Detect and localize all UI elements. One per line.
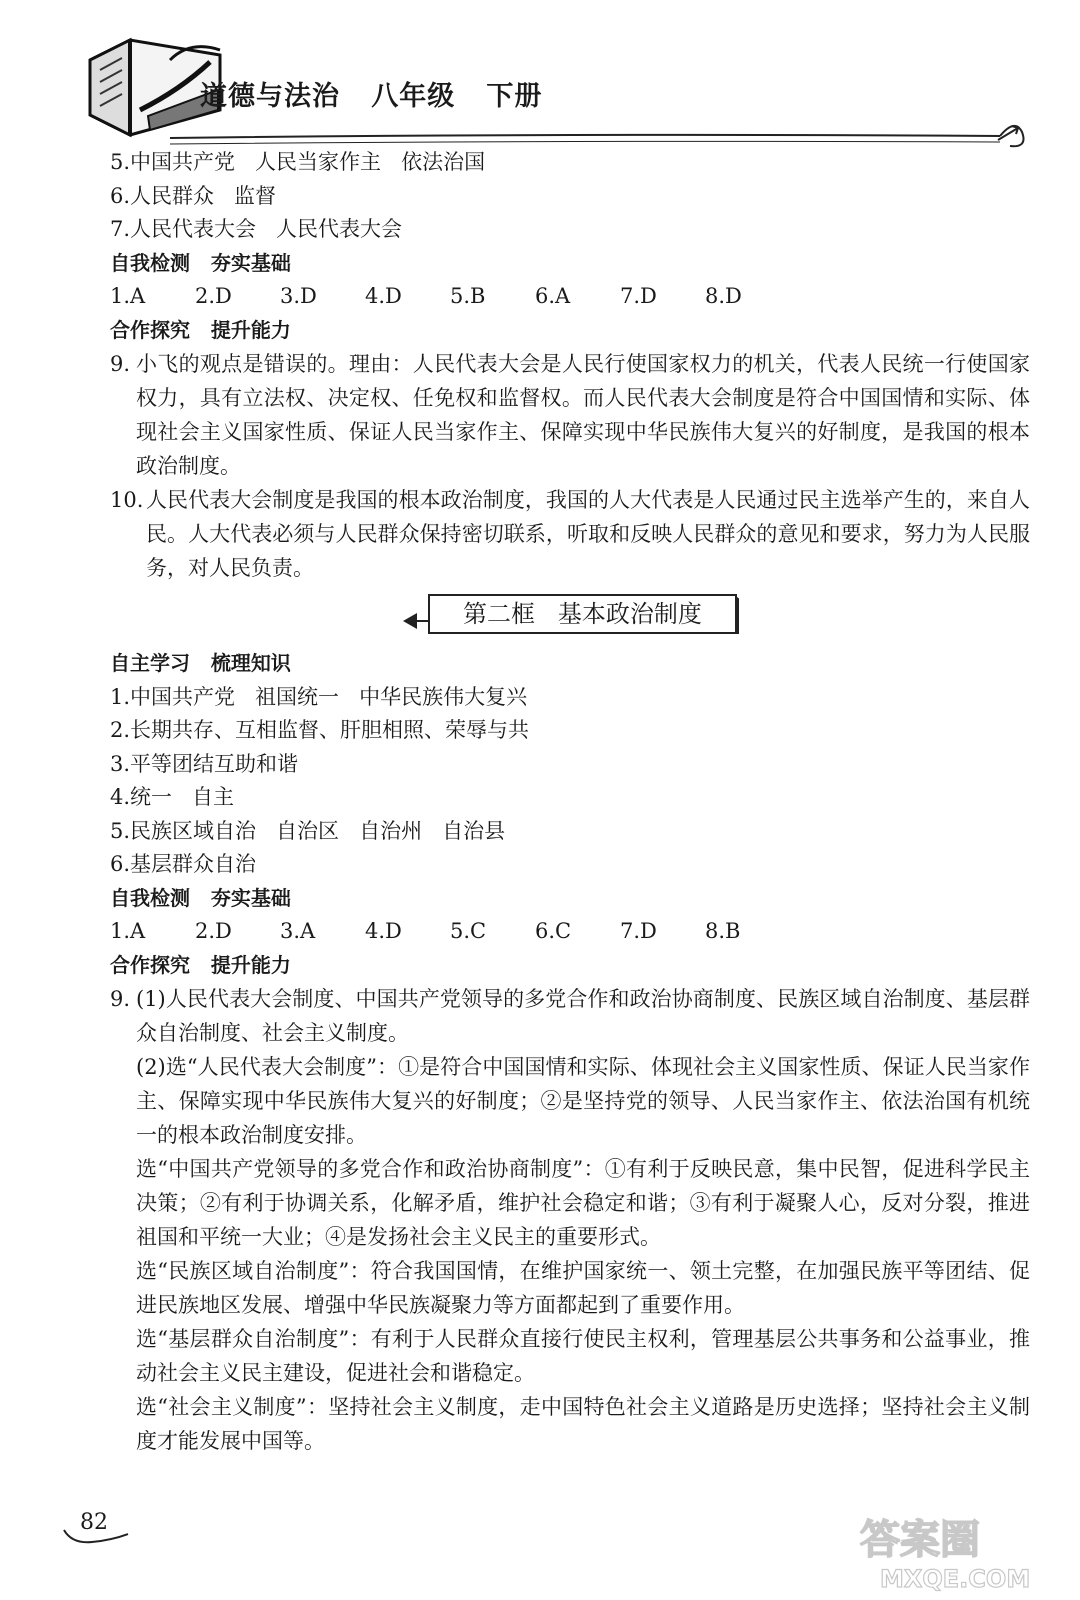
choice-answer: 8.D: [705, 284, 742, 308]
choice-answer: 3.D: [280, 284, 317, 308]
question-answer: [110, 347, 1030, 483]
question-number: 9.: [110, 987, 131, 1011]
choice-answers: [110, 915, 1030, 949]
answer-line: 5.中国共产党 人民当家作主 依法治国: [110, 150, 486, 174]
choice-answer: 5.C: [450, 919, 487, 943]
choice-answer: 6.A: [535, 284, 571, 308]
answer-line: 4.统一 自主: [110, 785, 235, 809]
choice-answer: 1.A: [110, 284, 146, 308]
answer-line: 6.人民群众 监督: [110, 183, 277, 208]
question-text: (1)人民代表大会制度、中国共产党领导的多党合作和政治协商制度、民族区域自治制度、基层群众自治制度、社会主义制度。: [136, 987, 1030, 1045]
section-title-box: [110, 585, 1030, 647]
choice-answer: 5.B: [450, 284, 486, 308]
answer-line: 6.基层群众自治: [110, 852, 257, 876]
choice-answers: [110, 280, 1030, 314]
choice-answer: 6.C: [535, 919, 572, 943]
page-header: [0, 0, 1080, 160]
section-heading: 自我检测 夯实基础: [110, 250, 291, 275]
answer-line: 3.平等团结互助和谐: [110, 751, 299, 776]
header-title: 道德与法治 八年级 下册: [200, 81, 543, 112]
answer-paragraph: 选“中国共产党领导的多党合作和政治协商制度”：①有利于反映民意，集中民智，促进科学民主决策；②有利于协调关系，化解矛盾，维护社会稳定和谐；③有利于凝聚人心，反对分裂，推进祖国和平统一大业；④是发扬社会主义民主的重要形式。: [136, 1157, 1030, 1249]
answer-line: 1.中国共产党 祖国统一 中华民族伟大复兴: [110, 684, 528, 709]
watermark-text: 答案圈: [860, 1517, 980, 1563]
question-answer: [110, 483, 1030, 585]
answer-paragraph: 选“社会主义制度”：坚持社会主义制度，走中国特色社会主义道路是历史选择；坚持社会主义制度才能发展中国等。: [136, 1395, 1030, 1453]
watermark: [850, 1505, 1050, 1599]
question-text: 小飞的观点是错误的。理由：人民代表大会是人民行使国家权力的机关，代表人民统一行使国家权力，具有立法权、决定权、任免权和监督权。而人民代表大会制度是符合中国国情和实际、体现社会主义国家性质、保证人民当家作主、保障实现中华民族伟大复兴的好制度，是我国的根本政治制度。: [136, 352, 1030, 478]
answer-line: 2.长期共存、互相监督、肝胆相照、荣辱与共: [110, 718, 530, 742]
choice-answer: 7.D: [620, 284, 657, 308]
watermark-logo-icon: [850, 1505, 1050, 1595]
choice-answer: 4.D: [365, 919, 402, 943]
question-number: 10.: [110, 488, 144, 512]
question-answer: [110, 982, 1030, 1050]
section-heading: 合作探究 提升能力: [110, 952, 291, 977]
choice-answer: 2.D: [195, 919, 232, 943]
answer-paragraph: (2)选“人民代表大会制度”：①是符合中国国情和实际、体现社会主义国家性质、保证人民当家作主、保障实现中华民族伟大复兴的好制度；②是坚持党的领导、人民当家作主、依法治国有机统一的根本政治制度安排。: [136, 1055, 1030, 1147]
section-heading: 合作探究 提升能力: [110, 317, 291, 342]
watermark-url: MXQE.COM: [880, 1565, 1031, 1593]
answer-line: 7.人民代表大会 人民代表大会: [110, 217, 403, 241]
question-number: 9.: [110, 352, 131, 376]
choice-answer: 7.D: [620, 919, 657, 943]
section-heading: 自我检测 夯实基础: [110, 885, 291, 910]
choice-answer: 3.A: [280, 919, 316, 943]
page-number: 82: [80, 1510, 108, 1535]
answer-paragraph: 选“民族区域自治制度”：符合我国国情，在维护国家统一、领土完整，在加强民族平等团结、促进民族地区发展、增强中华民族凝聚力等方面都起到了重要作用。: [136, 1259, 1030, 1317]
choice-answer: 8.B: [705, 919, 741, 943]
section-title: 第二框 基本政治制度: [428, 594, 737, 634]
choice-answer: 1.A: [110, 919, 146, 943]
section-heading: 自主学习 梳理知识: [110, 651, 291, 675]
answer-content: [110, 146, 1030, 1458]
question-text: 人民代表大会制度是我国的根本政治制度，我国的人大代表是人民通过民主选举产生的，来自人民。人大代表必须与人民群众保持密切联系，听取和反映人民群众的意见和要求，努力为人民服务，对人民负责。: [146, 488, 1030, 580]
answer-line: 5.民族区域自治 自治区 自治州 自治县: [110, 818, 506, 843]
choice-answer: 4.D: [365, 284, 402, 308]
page-number-curve-icon: [62, 1528, 132, 1548]
choice-answer: 2.D: [195, 284, 232, 308]
answer-paragraph: 选“基层群众自治制度”：有利于人民群众直接行使民主权利，管理基层公共事务和公益事业，推动社会主义民主建设，促进社会和谐稳定。: [136, 1327, 1030, 1385]
